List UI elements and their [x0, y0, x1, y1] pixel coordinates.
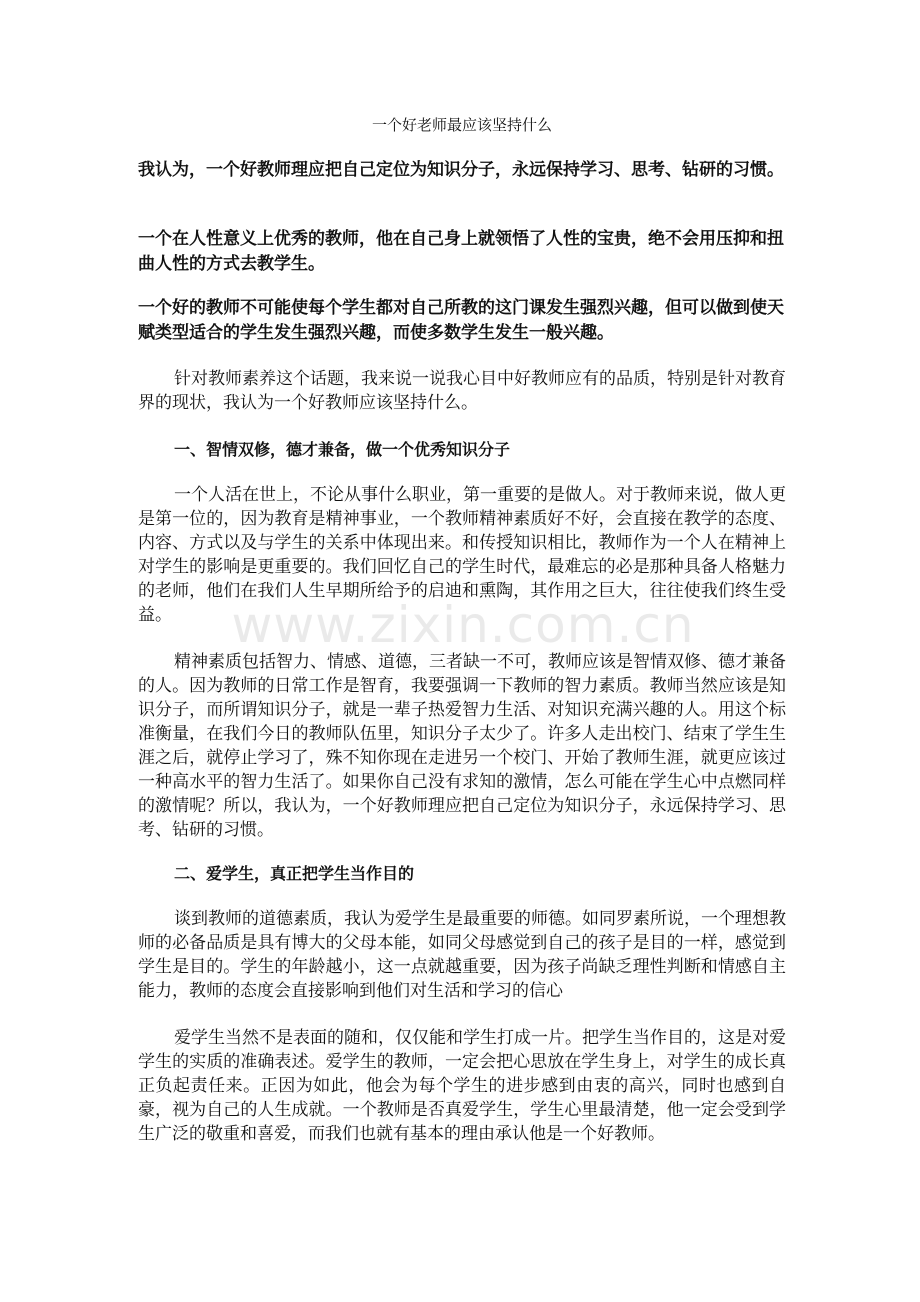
- lead-statement-1: 我认为，一个好教师理应把自己定位为知识分子，永远保持学习、思考、钻研的习惯。: [138, 160, 784, 180]
- watermark-text: www.zixin.com.cn: [231, 596, 695, 654]
- lead-statement-3: 一个好的教师不可能使每个学生都对自己所教的这门课发生强烈兴趣，但可以做到使天赋类型适合的学生发生强烈兴趣，而使多数学生发生一般兴趣。: [138, 298, 784, 343]
- section-heading-2: 二、爱学生，真正把学生当作目的: [174, 864, 415, 883]
- section2-paragraph-2: 爱学生当然不是表面的随和，仅仅能和学生打成一片。把学生当作目的，这是对爱学生的实质的准确表述。爱学生的教师，一定会把心思放在学生身上，对学生的成长真正负起责任来。正因为如此，他会为每个学生的进步感到由衷的高兴，同时也感到自豪，视为自己的人生成就。一个教师是否真爱学生，学生心里最清楚，他一定会受到学生广泛的敬重和喜爱，而我们也就有基本的理由承认他是一个好教师。: [138, 1028, 786, 1144]
- document-title: 一个好老师最应该坚持什么: [371, 116, 552, 134]
- section-heading-1: 一、智情双修，德才兼备，做一个优秀知识分子: [174, 440, 511, 459]
- section2-paragraph-1: 谈到教师的道德素质，我认为爱学生是最重要的师德。如同罗素所说，一个理想教师的必备品质是具有博大的父母本能，如同父母感觉到自己的孩子是目的一样，感觉到学生是目的。学生的年龄越小，这一点就越重要，因为孩子尚缺乏理性判断和情感自主能力，教师的态度会直接影响到他们对生活和学习的信心: [138, 909, 786, 1001]
- lead-statement-2: 一个在人性意义上优秀的教师，他在自己身上就领悟了人性的宝贵，绝不会用压抑和扭曲人性的方式去教学生。: [138, 229, 784, 274]
- intro-paragraph: 针对教师素养这个话题，我来说一说我心目中好教师应有的品质，特别是针对教育界的现状，我认为一个好教师应该坚持什么。: [138, 369, 786, 413]
- section1-paragraph-1: 一个人活在世上，不论从事什么职业，第一重要的是做人。对于教师来说，做人更是第一位的，因为教育是精神事业，一个教师精神素质好不好，会直接在教学的态度、内容、方式以及与学生的关系中体现出来。和传授知识相比，教师作为一个人在精神上对学生的影响是更重要的。我们回忆自己的学生时代，最难忘的必是那种具备人格魅力的老师，他们在我们人生早期所给予的启迪和熏陶，其作用之巨大，往往使我们终生受益。: [138, 485, 786, 625]
- section1-paragraph-2: 精神素质包括智力、情感、道德，三者缺一不可，教师应该是智情双修、德才兼备的人。因为教师的日常工作是智育，我要强调一下教师的智力素质。教师当然应该是知识分子，而所谓知识分子，就是一辈子热爱智力生活、对知识充满兴趣的人。用这个标准衡量，在我们今日的教师队伍里，知识分子太少了。许多人走出校门、结束了学生生涯之后，就停止学习了，殊不知你现在走进另一个校门、开始了教师生涯，就更应该过一种高水平的智力生活了。如果你自己没有求知的激情，怎么可能在学生心中点燃同样的激情呢？所以，我认为，一个好教师理应把自己定位为知识分子，永远保持学习、思考、钻研的习惯。: [138, 652, 786, 840]
